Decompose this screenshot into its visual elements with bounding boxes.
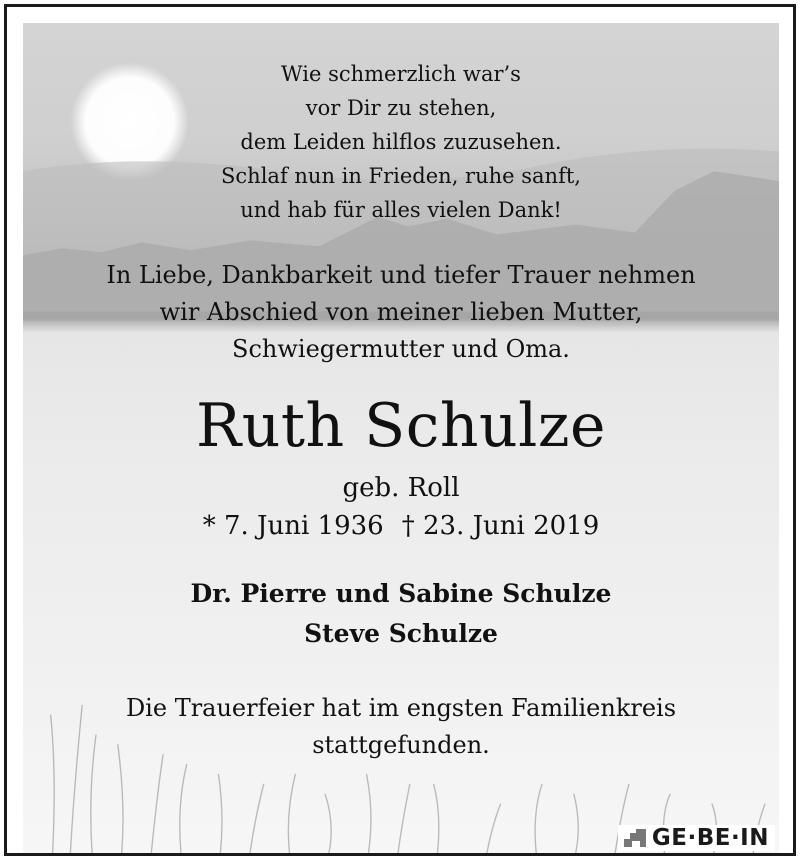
intro-line: In Liebe, Dankbarkeit und tiefer Trauer nehmen (106, 261, 696, 289)
poem-line: Wie schmerzlich war’s (281, 62, 521, 86)
poem-line: Schlaf nun in Frieden, ruhe sanft, (221, 164, 581, 188)
farewell-intro (23, 257, 779, 368)
poem (23, 57, 779, 227)
mourner-line: Steve Schulze (304, 619, 498, 648)
gebein-logo (618, 825, 775, 851)
death-date: † 23. Juni 2019 (401, 511, 600, 541)
note-line: stattgefunden. (312, 731, 490, 759)
intro-line: Schwiegermutter und Oma. (232, 335, 570, 363)
deceased-name: Ruth Schulze (196, 391, 606, 461)
intro-line: wir Abschied von meiner lieben Mutter, (159, 298, 643, 326)
funeral-note (23, 690, 779, 764)
obituary-frame (4, 4, 796, 856)
mourners (23, 574, 779, 654)
poem-line: vor Dir zu stehen, (305, 96, 497, 120)
gebein-logo-icon (622, 827, 648, 849)
life-dates (23, 506, 779, 546)
note-line: Die Trauerfeier hat im engsten Familienkreis (125, 694, 677, 722)
poem-line: und hab für alles vielen Dank! (240, 198, 562, 222)
obituary-content (23, 23, 779, 764)
birth-date: * 7. Juni 1936 (202, 511, 384, 541)
logo-text: GE·BE·IN (651, 825, 769, 851)
obituary-panel (23, 23, 779, 853)
birth-name: geb. Roll (342, 473, 460, 503)
mourner-line: Dr. Pierre und Sabine Schulze (190, 579, 612, 608)
poem-line: dem Leiden hilflos zuzusehen. (240, 130, 562, 154)
